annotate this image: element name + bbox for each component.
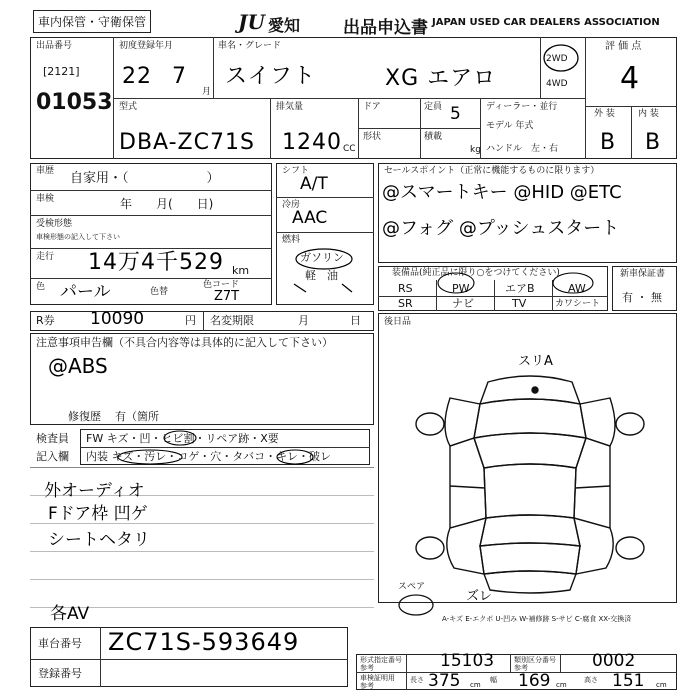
inspector-note-2: Fドア枠 凹ゲ [48,504,148,524]
mileage-value: 14万4千529 [88,250,224,275]
name-change-day: 日 [350,314,361,327]
equip-navi: ナビ [452,297,474,310]
inspector-fw-line: FW キズ・凹・ヒビ割・リペア跡・X要 [86,432,279,445]
mileage-label: 走行 [36,252,55,262]
score-value: 4 [620,61,640,96]
class-number-value: 0002 [592,651,636,671]
fuel-petrol: ガソリン [300,251,344,264]
selling-points-box [378,163,677,263]
interior-label: 内 装 [638,109,659,119]
inspector-note-3: シートヘタリ [48,530,150,550]
shift-label: シフト [282,166,310,176]
chassis-value: ZC71S-593649 [108,628,300,656]
type-number-value: 15103 [440,651,495,671]
repair-history-label: 修復歴 [68,410,101,423]
inspection-value: 年 月( 日) [120,197,214,211]
recycle-value: 10090 [90,309,145,329]
yen-unit: 円 [185,314,196,327]
length-value: 375 [428,671,461,691]
dims-label: 車検証明用 [360,674,395,682]
car-name: スイフト [225,64,316,89]
fuel-circle-mark [288,240,360,300]
capacity-label: 定員 [424,102,443,112]
spare-tire-icon [396,592,436,618]
equipment-circle-marks [420,268,610,296]
length-unit: cm [470,681,481,689]
width-value: 169 [518,671,551,691]
shape-label: 形状 [363,132,382,142]
equip-aw: AW [568,282,586,295]
equip-tv: TV [512,297,527,310]
lot-number: 01053 [36,90,113,115]
height-unit: cm [656,681,667,689]
receipt-label: 受検形態 [36,219,73,229]
name-change-label: 名変期限 [210,314,254,327]
shift-value: A/T [300,174,328,194]
model-value: DBA-ZC71S [119,130,255,155]
diagram-top-note: スリA [518,354,553,369]
class-number-label: 類別区分番号 [514,656,556,664]
ju-logo: JU [238,10,265,34]
exterior-label: 外 装 [594,109,615,119]
capacity-value: 5 [450,104,461,124]
drive-circle-mark [540,40,582,74]
diagram-bottom-note: ズレ [466,589,493,604]
equip-airbag: エアB [505,282,535,295]
warranty-value: 有 ・ 無 [622,291,662,304]
color-value: パール [60,282,111,302]
cc-unit: CC [343,144,356,154]
kg-unit: kg [470,145,481,155]
selling-points-line2: @フォグ @プッシュスタート [382,218,620,239]
spare-label: スペア [398,582,426,592]
inspection-label: 車検 [36,194,55,204]
fuel-label: 燃料 [282,235,301,245]
registration-year: 22 [122,64,152,89]
first-registration-label: 初度登録年月 [119,41,174,51]
recycle-row [30,311,374,331]
width-label: 幅 [490,676,497,684]
equip-sr: SR [398,297,413,310]
inspector-note-1: 外オーディオ [44,481,145,501]
width-unit: cm [556,681,567,689]
equip-pw: PW [452,282,470,295]
association-name: JAPAN USED CAR DEALERS ASSOCIATION [432,17,660,28]
notes-value: @ABS [48,354,108,378]
recycle-label: R券 [36,314,55,327]
door-label: ドア [363,102,381,112]
car-grade: XG エアロ [385,66,497,91]
drive-4wd: 4WD [546,79,568,89]
car-body-diagram [410,368,650,598]
model-year-label: モデル 年式 [486,121,534,131]
class-ref-label: 参考 [514,664,528,672]
color-code-label: 色コード [203,280,240,290]
notes-label: 注意事項申告欄（不具合内容等は具体的に記入して下さい） [36,336,333,349]
storage-tag: 車内保管・守衛保管 [33,10,151,33]
length-label: 長さ [410,676,424,684]
warranty-label: 新車保証書 [620,269,666,279]
type-number-label: 形式指定番号 [360,656,402,664]
equip-rs: RS [398,282,413,295]
inspector-label: 検査員 [36,432,69,445]
repair-history-value: 有（箇所 [115,410,159,423]
cooling-value: AAC [292,208,328,228]
score-label: 評 価 点 [605,41,642,52]
registration-month: 7 [172,64,187,89]
handle-label: ハンドル 左・右 [486,144,559,154]
car-name-label: 車名・グレード [218,41,282,51]
selling-points-label: セールスポイント（正常に機能するものに限ります） [384,166,600,176]
month-label: 月 [202,87,212,97]
dims-ref-label: 参考 [360,682,374,690]
exterior-score: B [600,130,617,155]
equip-kawa-seat: カワシート [555,299,601,309]
equipment-label: 装備品(純正品に限り○をつけてください) [392,268,560,278]
lot-number-label: 出品番号 [36,41,73,51]
history-value: 自家用・（ ） [70,171,220,186]
history-label: 車歴 [36,166,55,176]
selling-points-line1: @スマートキー @HID @ETC [382,182,622,203]
color-label: 色 [36,282,46,292]
inspector-bottom-note: 各AV [50,604,90,624]
inspector-circle-marks [80,429,370,465]
color-change-label: 色替 [150,287,169,297]
back-items-label: 後日品 [384,317,412,327]
interior-score: B [645,130,662,155]
lot-number-small: [2121] [43,65,80,78]
receipt-note: 車検形態の記入して下さい [36,233,120,241]
entry-column-label: 記入欄 [36,450,69,463]
registration-number-label: 登録番号 [38,667,82,680]
form-title: 出品申込書 [343,18,428,38]
displacement-label: 排気量 [276,102,304,112]
name-change-month: 月 [298,314,309,327]
load-label: 積載 [424,132,443,142]
color-code-value: Z7T [214,289,240,304]
drive-2wd: 2WD [546,54,568,64]
km-unit: km [232,264,250,277]
height-value: 151 [612,671,645,691]
damage-legend: A-キズ E-エクボ U-凹み W-補修跡 S-サビ C-腐食 XX-交換済 [442,615,632,623]
type-ref-label: 参考 [360,664,374,672]
org-name: 愛知 [268,16,301,35]
dealer-label: ディーラー・並行 [486,102,558,112]
displacement-value: 1240 [282,130,342,155]
inspector-interior-line: 内装 キズ・汚レ・コゲ・穴・タバコ・キレ・破レ [86,450,332,463]
fuel-diesel: 軽 油 [305,269,338,282]
model-label: 型式 [119,102,138,112]
chassis-label: 車台番号 [38,637,82,650]
height-label: 高さ [584,676,598,684]
cooling-label: 冷房 [282,200,301,210]
